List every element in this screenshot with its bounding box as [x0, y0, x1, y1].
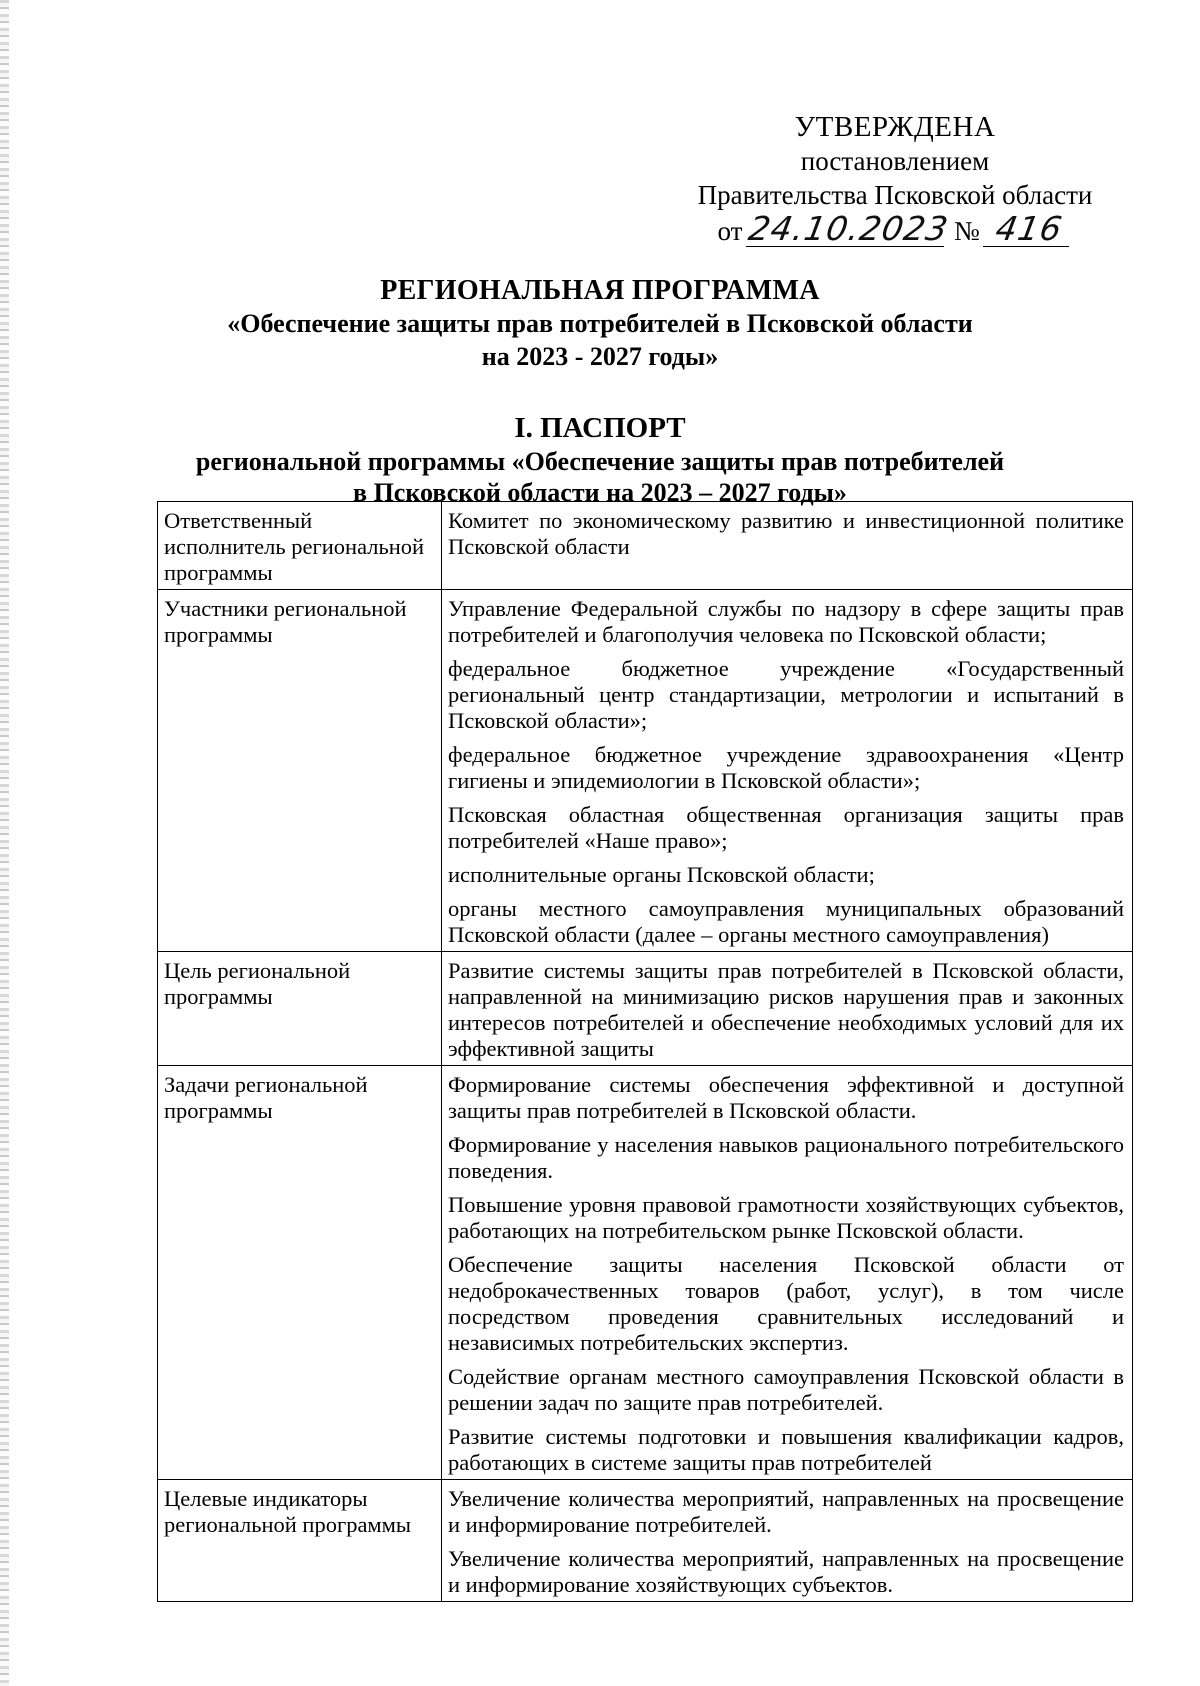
program-title	[150, 274, 1050, 373]
approval-date-handwritten: 24.10.2023	[745, 209, 952, 248]
table-paragraph: Управление Федеральной службы по надзору в сфере защиты прав потребителей и благополучия человека по Псковской области;	[448, 596, 1124, 647]
table-row-content	[442, 952, 1133, 1066]
table-row-content	[442, 590, 1133, 952]
passport-table-body	[158, 502, 1133, 1602]
approval-heading: УТВЕРЖДЕНА	[794, 111, 996, 143]
table-paragraph: Псковская областная общественная организация защиты прав потребителей «Наше право»;	[448, 802, 1124, 853]
table-row-label: Ответственный исполнитель региональной программы	[158, 502, 442, 590]
approval-line-decree: постановлением	[800, 146, 990, 176]
program-title-line3: на 2023 - 2027 годы»	[481, 342, 719, 371]
table-row	[158, 1480, 1133, 1602]
table-row-label: Целевые индикаторы региональной программы	[158, 1480, 442, 1602]
table-paragraph: Повышение уровня правовой грамотности хозяйствующих субъектов, работающих на потребительском рынке Псковской области.	[448, 1192, 1124, 1243]
table-paragraph: федеральное бюджетное учреждение здравоохранения «Центр гигиены и эпидемиологии в Псковской области»;	[448, 742, 1124, 793]
approval-date-number-line	[660, 209, 1130, 250]
table-row-content	[442, 1066, 1133, 1480]
table-row	[158, 952, 1133, 1066]
approval-from-label: от	[717, 216, 743, 246]
approval-number-handwritten: 416	[983, 212, 1075, 247]
table-paragraph: Формирование у населения навыков рационального потребительского поведения.	[448, 1132, 1124, 1183]
table-paragraph: федеральное бюджетное учреждение «Государственный региональный центр стандартизации, метрологии и испытаний в Псковской области»;	[448, 656, 1124, 733]
approval-line-government: Правительства Псковской области	[697, 180, 1093, 210]
table-row-content	[442, 1480, 1133, 1602]
table-paragraph: Обеспечение защиты населения Псковской области от недоброкачественных товаров (работ, услуг), в том числе посредством проведения сравнительных исследований и независимых потребительских экспертиз.	[448, 1252, 1124, 1355]
table-row-label: Цель региональной программы	[158, 952, 442, 1066]
passport-heading-line3: в Псковской области на 2023 – 2027 годы»	[353, 478, 847, 507]
table-paragraph: Развитие системы защиты прав потребителей в Псковской области, направленной на минимизацию рисков нарушения прав и законных интересов потребителей и обеспечение необходимых условий для их эффективной защиты	[448, 958, 1124, 1061]
table-row-label: Участники региональной программы	[158, 590, 442, 952]
program-title-line1: РЕГИОНАЛЬНАЯ ПРОГРАММА	[380, 275, 820, 306]
table-paragraph: исполнительные органы Псковской области;	[448, 862, 875, 887]
program-title-line2: «Обеспечение защиты прав потребителей в Псковской области	[227, 309, 973, 338]
table-row-label: Задачи региональной программы	[158, 1066, 442, 1480]
table-row	[158, 502, 1133, 590]
table-paragraph: Комитет по экономическому развитию и инвестиционной политике Псковской области	[448, 508, 1124, 559]
table-row	[158, 1066, 1133, 1480]
scan-edge	[0, 0, 9, 1686]
approval-stamp	[660, 110, 1130, 250]
table-row	[158, 590, 1133, 952]
approval-number-label: №	[953, 216, 980, 246]
passport-heading	[150, 410, 1050, 508]
passport-table	[157, 501, 1133, 1602]
table-row-content	[442, 502, 1133, 590]
table-paragraph: органы местного самоуправления муниципальных образований Псковской области (далее – органы местного самоуправления)	[448, 896, 1124, 947]
table-paragraph: Развитие системы подготовки и повышения квалификации кадров, работающих в системе защиты прав потребителей	[448, 1424, 1124, 1475]
passport-heading-line1: I. ПАСПОРТ	[514, 412, 686, 444]
table-paragraph: Содействие органам местного самоуправления Псковской области в решении задач по защите прав потребителей.	[448, 1364, 1124, 1415]
table-paragraph: Формирование системы обеспечения эффективной и доступной защиты прав потребителей в Псковской области.	[448, 1072, 1124, 1123]
passport-heading-line2: региональной программы «Обеспечение защиты прав потребителей	[195, 447, 1005, 476]
table-paragraph: Увеличение количества мероприятий, направленных на просвещение и информирование хозяйствующих субъектов.	[448, 1546, 1124, 1597]
table-paragraph: Увеличение количества мероприятий, направленных на просвещение и информирование потребителей.	[448, 1486, 1124, 1537]
